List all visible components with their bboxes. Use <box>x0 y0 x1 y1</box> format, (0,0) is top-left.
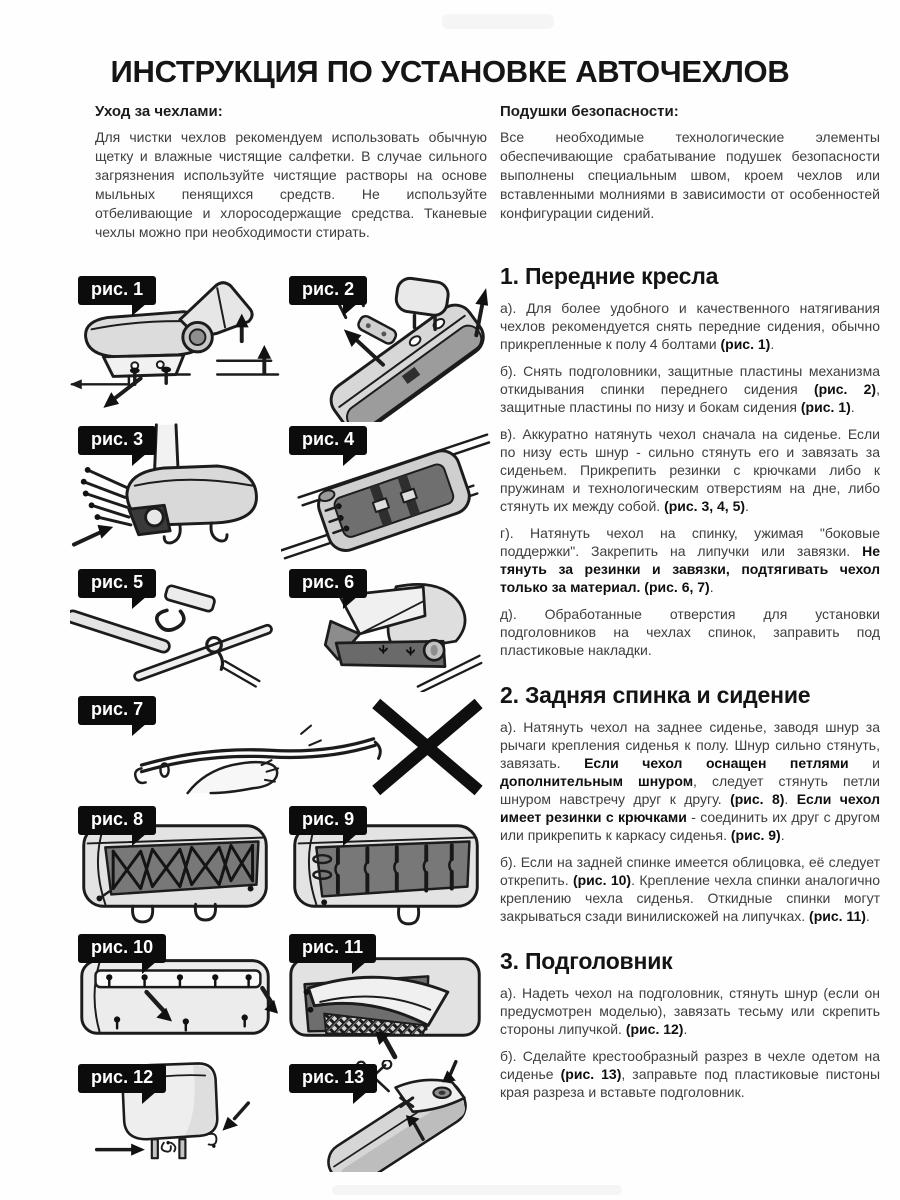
section-2 <box>500 682 880 925</box>
figure-7 <box>70 692 492 802</box>
figure-11 <box>281 930 492 1060</box>
instruction-paragraph: б). Если на задней спинке имеется облицовка, её следует открепить. (рис. 10). Крепление чехла спинки аналогично креплению чехла сиденья. Откидные спинки могут закрываться сзади винилискожей на липучках. (рис. 11). <box>500 854 881 924</box>
instructions-column <box>500 263 880 1124</box>
figure-6-label: рис. 6 <box>289 569 367 598</box>
watermark-top <box>442 14 554 29</box>
figure-11-label: рис. 11 <box>289 934 376 963</box>
airbags-body: Все необходимые технологические элементы обеспечивающие срабатывание подушек безопасности выполнены специальным швом, кроем чехлов или вставленными молниями в зависимости от особенностей конфигурации сидений. <box>500 129 880 221</box>
section-1 <box>500 263 880 659</box>
figure-13 <box>281 1060 492 1172</box>
instruction-paragraph: д). Обработанные отверстия для установки подголовников на чехлах спинок, заправить под пластиковые накладки. <box>500 606 880 658</box>
figure-7-illustration <box>130 692 492 802</box>
figure-9-label: рис. 9 <box>289 806 367 835</box>
figure-1 <box>70 272 281 422</box>
figure-5-label: рис. 5 <box>78 569 156 598</box>
instruction-paragraph: в). Аккуратно натянуть чехол сначала на сиденье. Если по низу есть шнур - сильно стянуть его и завязать за сиденьем. Прикрепить резинки с крючками либо к пружинам и технологическим отверстиям на дне, либо стянуть их между собой. (рис. 3, 4, 5). <box>500 426 880 514</box>
instruction-paragraph: а). Надеть чехол на подголовник, стянуть шнур (если он предусмотрен моделью), завязать тесьму или скрепить стороны липучкой. (рис. 12). <box>500 985 880 1037</box>
figure-4 <box>281 422 492 565</box>
section-heading: 1. Передние кресла <box>500 263 719 289</box>
figure-1-label: рис. 1 <box>78 276 156 305</box>
figure-2-label: рис. 2 <box>289 276 367 305</box>
airbags-section <box>500 103 880 223</box>
instruction-paragraph: б). Снять подголовники, защитные пластины механизма откидывания спинки переднего сидения (рис. 2), защитные пластины по низу и бокам сидения (рис. 1). <box>500 363 880 415</box>
section-heading: 2. Задняя спинка и сидение <box>500 682 811 708</box>
section-heading: 3. Подголовник <box>500 948 673 974</box>
instruction-paragraph: а). Натянуть чехол на заднее сиденье, заводя шнур за рычаги крепления сиденья к полу. Шнур сильно стянуть, завязать. Если чехол оснащен петлями и дополнительным шнуром, следует стянуть петли шнуром навстречу друг к другу. (рис. 8). Если чехол имеет резинки с крючками - соединить их друг с другом или прикрепить к каркасу сиденья. (рис. 9). <box>500 719 881 843</box>
instruction-paragraph: г). Натянуть чехол на спинку, ужимая "боковые поддержки". Закрепить на липучки или завязки. Не тянуть за резинки и завязки, подтягивать чехол только за материал. (рис. 6, 7). <box>500 525 880 595</box>
figure-2 <box>281 272 492 422</box>
figure-4-label: рис. 4 <box>289 426 367 455</box>
figure-10 <box>70 930 281 1060</box>
instruction-paragraph: а). Для более удобного и качественного натягивания чехлов рекомендуется снять передние сидения, обычно прикрепленные к полу 4 болтами (рис. 1). <box>500 300 880 352</box>
care-section <box>95 103 487 242</box>
figure-9 <box>281 802 492 930</box>
figure-3-label: рис. 3 <box>78 426 156 455</box>
figure-13-label: рис. 13 <box>289 1064 377 1093</box>
care-heading: Уход за чехлами: <box>95 103 223 120</box>
figure-7-label: рис. 7 <box>78 696 156 725</box>
figures-grid <box>70 272 492 1172</box>
figure-12-label: рис. 12 <box>78 1064 166 1093</box>
figure-5 <box>70 565 281 692</box>
figure-3 <box>70 422 281 565</box>
figure-12 <box>70 1060 281 1172</box>
figure-6 <box>281 565 492 692</box>
instruction-paragraph: б). Сделайте крестообразный разрез в чехле одетом на сиденье (рис. 13), заправьте под пластиковые пистоны края разреза и вставьте подголовник. <box>500 1048 881 1100</box>
airbags-heading: Подушки безопасности: <box>500 103 679 120</box>
figure-10-label: рис. 10 <box>78 934 166 963</box>
watermark-bottom <box>332 1185 622 1195</box>
figure-8 <box>70 802 281 930</box>
figure-8-label: рис. 8 <box>78 806 156 835</box>
page-title: ИНСТРУКЦИЯ ПО УСТАНОВКЕ АВТОЧЕХЛОВ <box>110 54 790 89</box>
care-body: Для чистки чехлов рекомендуем использовать обычную щетку и влажные чистящие салфетки. В случае сильного загрязнения используйте чистящие растворы на основе мыльных пенящихся средств. Не используйте отбеливающие и хлоросодержащие средства. Тканевые чехлы можно при необходимости стирать. <box>95 129 487 240</box>
section-3 <box>500 948 880 1101</box>
